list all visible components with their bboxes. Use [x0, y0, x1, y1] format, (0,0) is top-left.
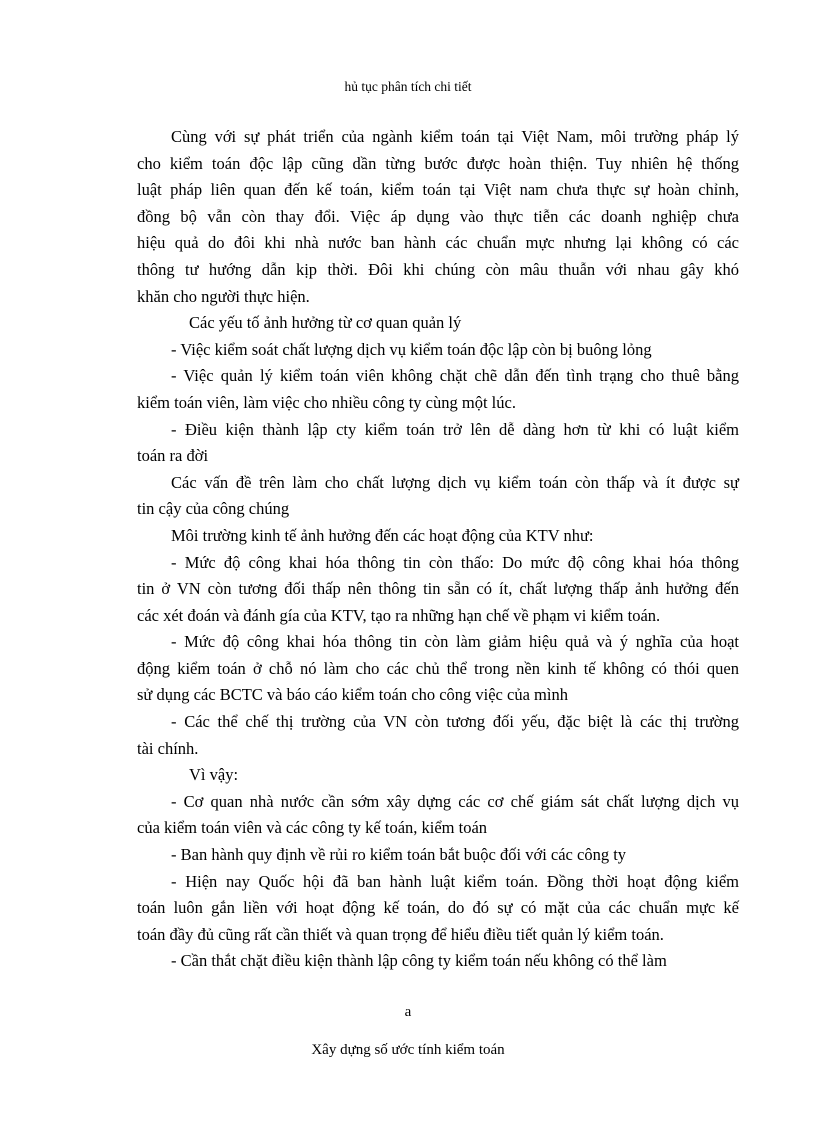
bullet-quality-control: - Việc kiểm soát chất lượng dịch vụ kiểm toán độc lập còn bị buông lỏng: [171, 339, 652, 359]
text-line: - Các thể chế thị trường của VN còn tương đối yếu, đặc biệt là các thị trường: [171, 712, 739, 732]
text-line: luật pháp liên quan đến kế toán, kiểm toán tại Việt nam chưa thực sự hoàn chỉnh,: [137, 180, 739, 200]
bullet-supervision-mechanism: [137, 789, 739, 842]
bullet-tighten-conditions: - Cần thắt chặt điều kiện thành lập công ty kiểm toán nếu không có thể làm: [171, 951, 667, 971]
paragraph-low-quality: [137, 470, 739, 523]
text-line: thông tư hướng dẫn kịp thời. Đôi khi chúng còn mâu thuẫn với nhau gây khó: [137, 259, 739, 279]
text-line: kiểm toán viên, làm việc cho nhiều công ty cùng một lúc.: [137, 392, 516, 412]
text-line: - Cơ quan nhà nước cần sớm xây dựng các cơ chế giám sát chất lượng dịch vụ: [171, 791, 739, 811]
bullet-market-institutions: [137, 709, 739, 762]
page-header: [0, 78, 816, 96]
text-line: toán luôn gắn liền với hoạt động kế toán, do đó sự có mặt của các chuẩn mực kế: [137, 898, 739, 918]
text-line: toán ra đời: [137, 446, 209, 466]
text-line: tài chính.: [137, 738, 199, 758]
bullet-audit-risk-rules: - Ban hành quy định về rủi ro kiểm toán bắt buộc đối với các công ty: [171, 845, 627, 865]
text-line: động kiểm toán ở chỗ nó làm cho các chủ thể trong nền kinh tế không có thói quen: [137, 658, 739, 678]
section-heading-regulatory-factors: Các yếu tố ảnh hưởng từ cơ quan quản lý: [189, 313, 462, 333]
text-line: Cùng với sự phát triển của ngành kiểm toán tại Việt Nam, môi trường pháp lý: [171, 127, 739, 146]
text-line: các xét đoán và đánh gía của KTV, tạo ra những hạn chế về phạm vi kiểm toán.: [137, 605, 661, 625]
text-line: tin cậy của công chúng: [137, 499, 290, 519]
text-line: khăn cho người thực hiện.: [137, 286, 310, 306]
section-heading-therefore: Vì vậy:: [189, 765, 239, 785]
text-line: hiệu quả do đôi khi nhà nước ban hành các chuẩn mực nhưng lại không có các: [137, 233, 739, 253]
section-heading-economic-environment: Môi trường kinh tế ảnh hưởng đến các hoạt động của KTV như:: [171, 525, 594, 545]
text-line: - Điều kiện thành lập cty kiểm toán trở lên dễ dàng hơn từ khi có luật kiểm: [171, 419, 739, 439]
bullet-audit-effectiveness: [137, 629, 739, 709]
text-line: toán đầy đủ cũng rất cần thiết và quan trọng để hiểu điều tiết quản lý kiểm toán.: [137, 924, 664, 944]
paragraph-legal-environment: [137, 124, 739, 310]
text-line: - Hiện nay Quốc hội đã ban hành luật kiểm toán. Đồng thời hoạt động kiểm: [171, 871, 739, 891]
text-line: - Việc quản lý kiểm toán viên không chặt chẽ dẫn đến tình trạng cho thuê bằng: [171, 366, 739, 386]
footer-title: Xây dựng số ước tính kiểm toán: [311, 1042, 505, 1058]
bullet-establishment-conditions: [137, 417, 739, 470]
header-title: hủ tục phân tích chi tiết: [344, 79, 472, 94]
text-line: Các vấn đề trên làm cho chất lượng dịch vụ kiểm toán còn thấp và ít được sự: [171, 472, 739, 492]
text-line: - Mức độ công khai hóa thông tin còn thấo: Do mức độ công khai hóa thông: [171, 552, 739, 572]
text-line: tin ở VN còn tương đối thấp nên thông tin sẵn có ít, chất lượng thấp ảnh hưởng đến: [137, 579, 739, 599]
text-line: của kiểm toán viên và các công ty kế toán, kiểm toán: [137, 818, 488, 838]
bullet-information-disclosure: [137, 550, 739, 630]
bullet-audit-law: [137, 869, 739, 949]
page-marker: a: [404, 1004, 412, 1020]
text-line: đồng bộ vẫn còn thay đổi. Việc áp dụng vào thực tiễn các doanh nghiệp chưa: [137, 206, 739, 226]
text-line: - Mức độ công khai hóa thông tin còn làm giảm hiệu quả và ý nghĩa của hoạt: [171, 632, 739, 652]
text-line: sử dụng các BCTC và báo cáo kiểm toán cho công việc của mình: [137, 685, 568, 705]
bullet-auditor-management: [137, 363, 739, 416]
document-body: [137, 124, 739, 975]
text-line: cho kiểm toán độc lập cũng dần từng bước được hoàn thiện. Tuy nhiên hệ thống: [137, 153, 739, 173]
